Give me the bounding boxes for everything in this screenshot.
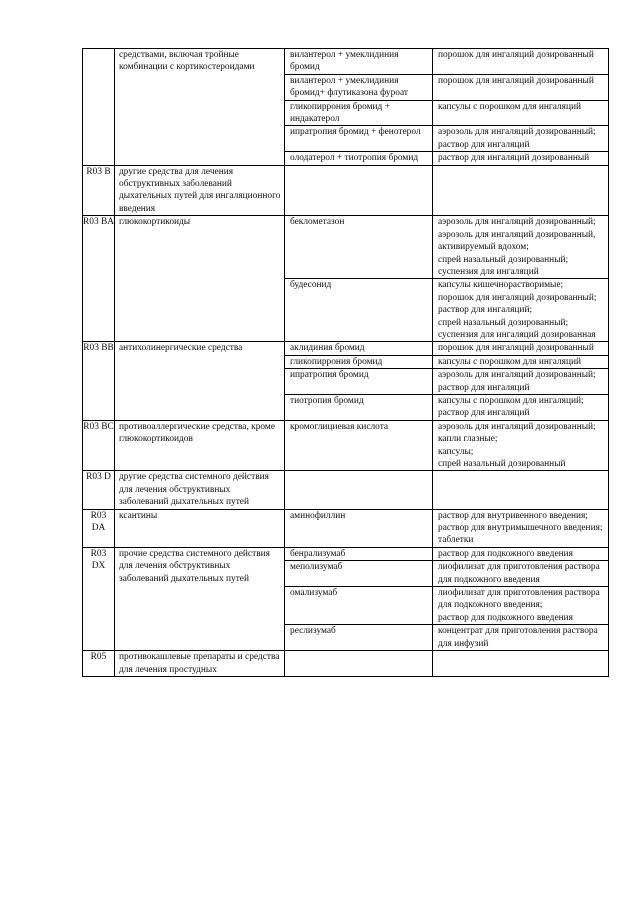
dosage-form-line: суспензия для ингаляций дозированная bbox=[438, 329, 596, 340]
dosage-form-cell bbox=[433, 547, 609, 560]
dosage-form-line: капсулы; bbox=[438, 446, 474, 457]
dosage-form-cell bbox=[433, 394, 609, 420]
drug-name-cell: гликопиррония бромид + индакатерол bbox=[285, 100, 433, 126]
atc-code-cell: R03 BC bbox=[83, 420, 115, 471]
atc-code-cell: R03 DX bbox=[83, 547, 115, 650]
group-name-cell: глюкокортикоиды bbox=[115, 216, 285, 342]
dosage-form-cell bbox=[433, 561, 609, 587]
dosage-form-cell bbox=[433, 625, 609, 651]
dosage-form-line: раствор для ингаляций; bbox=[438, 305, 533, 316]
dosage-form-line: порошок для ингаляций дозированный; bbox=[438, 292, 597, 303]
drug-cell-empty bbox=[285, 651, 433, 677]
table-row bbox=[83, 420, 609, 471]
group-name-cell: средствами, включая тройные комбинации с кортикостероидами bbox=[115, 49, 285, 166]
group-name-cell: другие средства для лечения обструктивных заболеваний дыхательных путей для ингаляционного введения bbox=[115, 165, 285, 216]
dosage-form-line: раствор для подкожного введения bbox=[438, 612, 573, 623]
dosage-form-cell bbox=[433, 342, 609, 355]
atc-code-cell: R03 BA bbox=[83, 216, 115, 342]
dosage-form-line: раствор для подкожного введения bbox=[438, 548, 573, 559]
dosage-form-cell bbox=[433, 279, 609, 342]
drug-list-table bbox=[82, 48, 609, 677]
drug-name-cell: беклометазон bbox=[285, 216, 433, 279]
drug-name-cell: омализумаб bbox=[285, 587, 433, 625]
dosage-form-cell bbox=[433, 587, 609, 625]
drug-name-cell: тиотропия бромид bbox=[285, 394, 433, 420]
drug-name-cell: гликопиррония бромид bbox=[285, 355, 433, 368]
dosage-form-line: капсулы с порошком для ингаляций bbox=[438, 356, 582, 367]
dosage-form-cell bbox=[433, 100, 609, 126]
drug-name-cell: бенрализумаб bbox=[285, 547, 433, 560]
table-row bbox=[83, 216, 609, 279]
table-row bbox=[83, 547, 609, 560]
group-name-cell: противокашлевые препараты и средства для лечения простудных bbox=[115, 651, 285, 677]
atc-code-cell bbox=[83, 49, 115, 166]
form-cell-empty bbox=[433, 651, 609, 677]
dosage-form-line: спрей назальный дозированный; bbox=[438, 254, 569, 265]
dosage-form-line: лиофилизат для приготовления раствора для подкожного введения; bbox=[438, 588, 600, 611]
dosage-form-line: капсулы с порошком для ингаляций; bbox=[438, 395, 584, 406]
group-name-cell: другие средства системного действия для лечения обструктивных заболеваний дыхательных путей bbox=[115, 471, 285, 509]
dosage-form-line: аэрозоль для ингаляций дозированный; раствор для ингаляций bbox=[438, 370, 596, 393]
dosage-form-cell bbox=[433, 126, 609, 152]
drug-name-cell: вилантерол + умеклидиния бромид bbox=[285, 49, 433, 75]
drug-name-cell: вилантерол + умеклидиния бромид+ флутиказона фуроат bbox=[285, 74, 433, 100]
dosage-form-line: капсулы кишечнорастворимые; bbox=[438, 280, 564, 291]
dosage-form-line: порошок для ингаляций дозированный bbox=[438, 75, 594, 86]
atc-code-cell: R03 D bbox=[83, 471, 115, 509]
drug-cell-empty bbox=[285, 165, 433, 216]
dosage-form-line: концентрат для приготовления раствора для инфузий bbox=[438, 626, 598, 649]
dosage-form-line: аэрозоль для ингаляций дозированный; bbox=[438, 217, 596, 228]
dosage-form-line: аэрозоль для ингаляций дозированный; bbox=[438, 127, 596, 138]
dosage-form-line: капсулы с порошком для ингаляций bbox=[438, 101, 582, 112]
dosage-form-cell bbox=[433, 74, 609, 100]
dosage-form-line: спрей назальный дозированный bbox=[438, 459, 566, 469]
dosage-form-line: спрей назальный дозированный; bbox=[438, 317, 569, 328]
dosage-form-line: капли глазные; bbox=[438, 434, 498, 445]
table-row bbox=[83, 49, 609, 75]
dosage-form-line: таблетки bbox=[438, 535, 474, 546]
dosage-form-line: лиофилизат для приготовления раствора для подкожного введения bbox=[438, 562, 600, 585]
table-row bbox=[83, 509, 609, 547]
table-row bbox=[83, 651, 609, 677]
dosage-form-line: раствор для ингаляций дозированный bbox=[438, 153, 590, 164]
drug-name-cell: аклидиния бромид bbox=[285, 342, 433, 355]
dosage-form-line: раствор для внутривенного введения; bbox=[438, 510, 588, 521]
table-row bbox=[83, 165, 609, 216]
dosage-form-line: раствор для ингаляций bbox=[438, 139, 530, 150]
atc-code-cell: R03 B bbox=[83, 165, 115, 216]
dosage-form-cell bbox=[433, 369, 609, 395]
dosage-form-line: порошок для ингаляций дозированный bbox=[438, 50, 594, 60]
dosage-form-cell bbox=[433, 420, 609, 471]
drug-cell-empty bbox=[285, 471, 433, 509]
dosage-form-line: суспензия для ингаляций bbox=[438, 266, 539, 277]
table-row bbox=[83, 342, 609, 355]
atc-code-cell: R05 bbox=[83, 651, 115, 677]
group-name-cell: прочие средства системного действия для лечения обструктивных заболеваний дыхательных путей bbox=[115, 547, 285, 650]
dosage-form-cell bbox=[433, 509, 609, 547]
dosage-form-cell bbox=[433, 152, 609, 165]
dosage-form-cell bbox=[433, 355, 609, 368]
drug-name-cell: аминофиллин bbox=[285, 509, 433, 547]
table-row bbox=[83, 471, 609, 509]
dosage-form-line: раствор для внутримышечного введения; bbox=[438, 523, 603, 534]
drug-name-cell: ипратропия бромид + фенотерол bbox=[285, 126, 433, 152]
dosage-form-line: аэрозоль для ингаляций дозированный; bbox=[438, 421, 596, 432]
drug-name-cell: реслизумаб bbox=[285, 625, 433, 651]
atc-code-cell: R03 DA bbox=[83, 509, 115, 547]
dosage-form-cell bbox=[433, 216, 609, 279]
drug-name-cell: меполизумаб bbox=[285, 561, 433, 587]
dosage-form-cell bbox=[433, 49, 609, 75]
dosage-form-line: раствор для ингаляций bbox=[438, 408, 530, 419]
atc-code-cell: R03 BB bbox=[83, 342, 115, 420]
drug-name-cell: будесонид bbox=[285, 279, 433, 342]
drug-name-cell: кромоглициевая кислота bbox=[285, 420, 433, 471]
drug-name-cell: олодатерол + тиотропия бромид bbox=[285, 152, 433, 165]
dosage-form-line: порошок для ингаляций дозированный bbox=[438, 343, 594, 354]
group-name-cell: ксантины bbox=[115, 509, 285, 547]
group-name-cell: антихолинергические средства bbox=[115, 342, 285, 420]
form-cell-empty bbox=[433, 165, 609, 216]
group-name-cell: противоаллергические средства, кроме глюкокортикоидов bbox=[115, 420, 285, 471]
dosage-form-line: аэрозоль для ингаляций дозированный, активируемый вдохом; bbox=[438, 229, 596, 253]
form-cell-empty bbox=[433, 471, 609, 509]
drug-name-cell: ипратропия бромид bbox=[285, 369, 433, 395]
